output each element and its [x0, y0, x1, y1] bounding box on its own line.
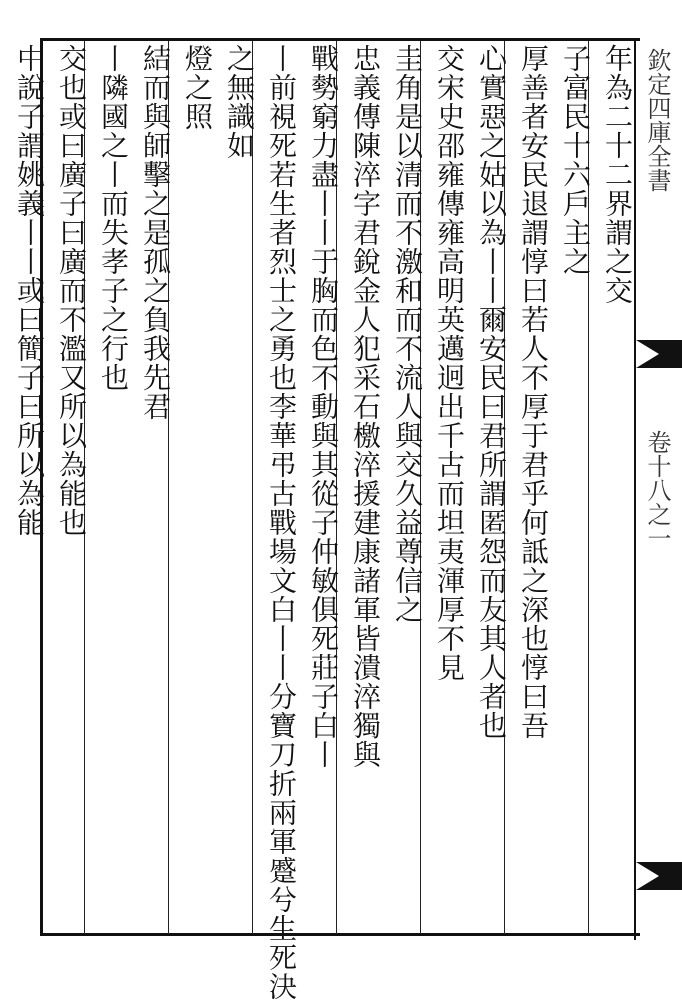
text-column-3: 厚善者安民退謂惇曰若人不厚于君乎何詆之深也惇曰吾: [517, 44, 550, 740]
book-margin: [634, 40, 682, 940]
text-column-15: 中說子謂姚義丨丨或曰簡子曰所以為能: [13, 44, 46, 537]
text-column-12: 結而與師擊之是孤之負我先君: [139, 44, 172, 421]
book-title: 欽定四庫全書: [643, 48, 671, 192]
text-column-13: 丨隣國之丨而失孝子之行也: [97, 44, 130, 392]
text-column-1: 年為二十二界謂之交: [601, 44, 634, 305]
text-column-7: 忠義傳陳淬字君銳金人犯采石檄淬援建康諸軍皆潰淬獨與: [349, 44, 382, 769]
fishtail-mark-icon: [636, 862, 682, 890]
text-column-2: 子富民十六戶主之: [559, 44, 592, 276]
text-column-11: 燈之照: [181, 44, 214, 131]
volume-label: 卷十八之一: [643, 430, 671, 550]
text-column-14: 交也或曰廣子曰廣而不濫又所以為能也: [55, 44, 88, 537]
text-column-6: 圭角是以清而不激和而不流人與交久益尊信之: [391, 44, 424, 624]
text-column-8: 戰勢窮力盡丨丨于胸而色不動與其從子仲敏俱死莊子白丨: [307, 44, 340, 769]
text-column-4: 心實惡之姑以為丨丨爾安民曰君所謂匿怨而友其人者也: [475, 44, 508, 740]
text-column-10: 之無識如: [223, 44, 256, 160]
text-column-5: 交宋史邵雍傳雍高明英邁迥出千古而坦夷渾厚不見: [433, 44, 466, 682]
text-column-9: 丨前視死若生者烈士之勇也李華弔古戰場文白丨丨分寶刀折兩軍蹙兮生死決: [265, 44, 298, 1001]
fishtail-mark-icon: [636, 340, 682, 368]
